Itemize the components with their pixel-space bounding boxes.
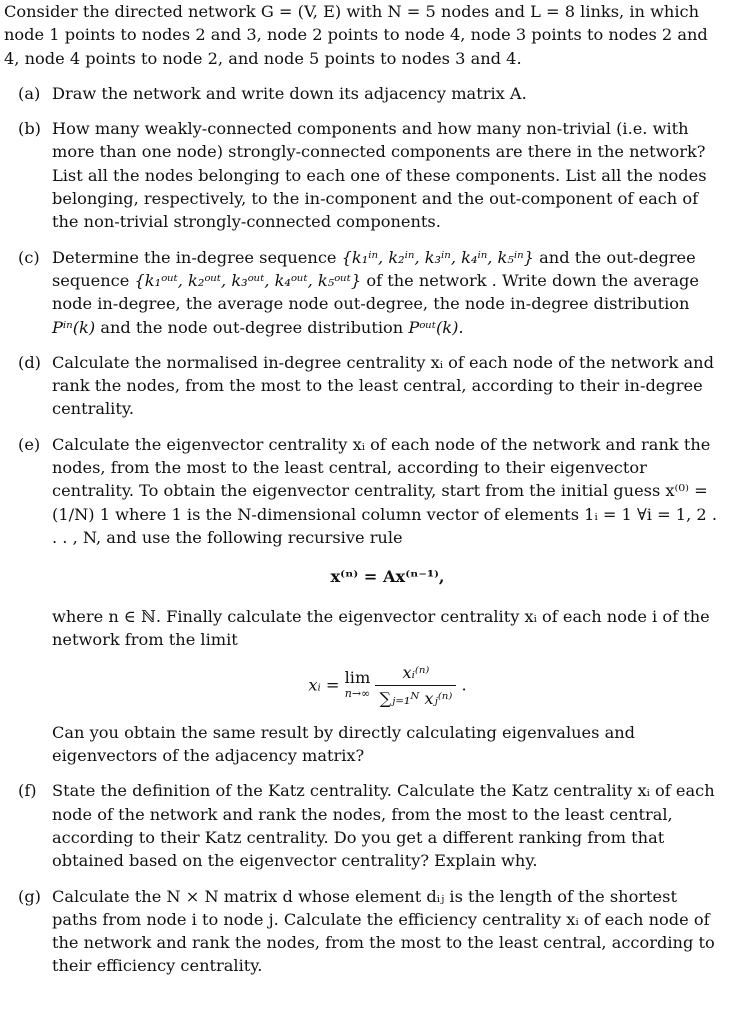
part-b-label: (b) xyxy=(18,119,41,139)
part-f-label: (f) xyxy=(18,781,37,801)
part-c-label: (c) xyxy=(18,247,40,267)
problem-intro: Consider the directed network G = (V, E) with N = 5 nodes and L = 8 links, in which node 1 points to nodes 2 and 3, node 2 points to node 4, node 3 points to nodes 2 and 4, node 4 points to node 2, and node 5 points to nodes 3 and 4. xyxy=(4,2,708,68)
limit-equation xyxy=(52,661,723,711)
part-f xyxy=(4,779,723,872)
question-parts xyxy=(4,82,723,978)
part-a xyxy=(4,82,723,105)
recursive-rule-equation: x⁽ⁿ⁾ = Ax⁽ⁿ⁻¹⁾, xyxy=(330,567,445,587)
out-degree-distribution: Pᵒᵘᵗ(k). xyxy=(408,317,464,337)
part-c-text xyxy=(52,246,723,339)
part-d-text: Calculate the normalised in-degree centrality xᵢ of each node of the network and rank the nodes, from the most to the least central, according to their in-degree centrality. xyxy=(52,352,714,419)
part-g-text: Calculate the N × N matrix d whose element dᵢⱼ is the length of the shortest paths from node i to node j. Calculate the efficiency centrality xᵢ of each node of the network and rank the nodes, from the most to the least central, according to their efficiency centrality. xyxy=(52,886,715,976)
part-c-text-4: and the node out-degree distribution xyxy=(100,317,404,337)
limit-word: lim xyxy=(344,667,371,687)
part-a-text: Draw the network and write down its adjacency matrix A. xyxy=(52,83,527,103)
part-d xyxy=(4,351,723,421)
limit-subscript: n→∞ xyxy=(344,686,371,700)
limit-denominator: ∑ⱼ₌₁ᴺ xⱼ⁽ⁿ⁾ xyxy=(379,689,453,709)
part-e-label: (e) xyxy=(18,434,41,454)
part-a-label: (a) xyxy=(18,83,41,103)
limit-lhs: xᵢ = xyxy=(308,675,340,695)
part-g xyxy=(4,885,723,978)
in-degree-sequence: {k₁ⁱⁿ, k₂ⁱⁿ, k₃ⁱⁿ, k₄ⁱⁿ, k₅ⁱⁿ} xyxy=(341,247,534,267)
part-e-text-2: where n ∈ ℕ. Finally calculate the eigenvector centrality xᵢ of each node i of the network from the limit xyxy=(52,606,710,649)
part-e-text-1: Calculate the eigenvector centrality xᵢ of each node of the network and rank the nodes, from the most to the least central, according to their eigenvector centrality. To obtain the eigenvector centrality, start from the initial guess x⁽⁰⁾ = (1/N) 1 where 1 is the N-dimensional column vector of elements 1ᵢ = 1 ∀i = 1, 2 . . . , N, and use the following recursive rule xyxy=(52,434,717,547)
part-c-text-2: and the out-degree sequence xyxy=(52,247,696,290)
out-degree-sequence: {k₁ᵒᵘᵗ, k₂ᵒᵘᵗ, k₃ᵒᵘᵗ, k₄ᵒᵘᵗ, k₅ᵒᵘᵗ} xyxy=(134,270,362,290)
part-d-label: (d) xyxy=(18,352,41,372)
part-g-label: (g) xyxy=(18,886,41,906)
part-e-text-3: Can you obtain the same result by directly calculating eigenvalues and eigenvectors of the adjacency matrix? xyxy=(52,722,636,766)
limit-fraction xyxy=(375,661,456,711)
part-c-text-1: Determine the in-degree sequence xyxy=(52,247,337,267)
part-f-text: State the definition of the Katz centrality. Calculate the Katz centrality xᵢ of each node of the network and rank the nodes, from the most to the least central, according to their Katz centrality. Do you get a different ranking from that obtained based on the eigenvector centrality? Explain why. xyxy=(52,781,715,871)
in-degree-distribution: Pⁱⁿ(k) xyxy=(52,317,96,337)
part-e xyxy=(4,433,723,768)
limit-period: . xyxy=(461,675,467,695)
part-b-text: How many weakly-connected components and how many non-trivial (i.e. with more than one node) strongly-connected components are there in the network? List all the nodes belonging to each one of these components. List all the nodes belonging, respectively, to the in-component and the out-component of each of the non-trivial strongly-connected components. xyxy=(52,119,707,232)
limit-numerator: xᵢ⁽ⁿ⁾ xyxy=(375,661,456,686)
part-c-text-3: of the network . Write down the average node in-degree, the average node out-degree, the node in-degree distribution xyxy=(52,270,699,314)
part-b xyxy=(4,117,723,233)
part-c xyxy=(4,246,723,339)
limit-operator xyxy=(344,667,371,702)
